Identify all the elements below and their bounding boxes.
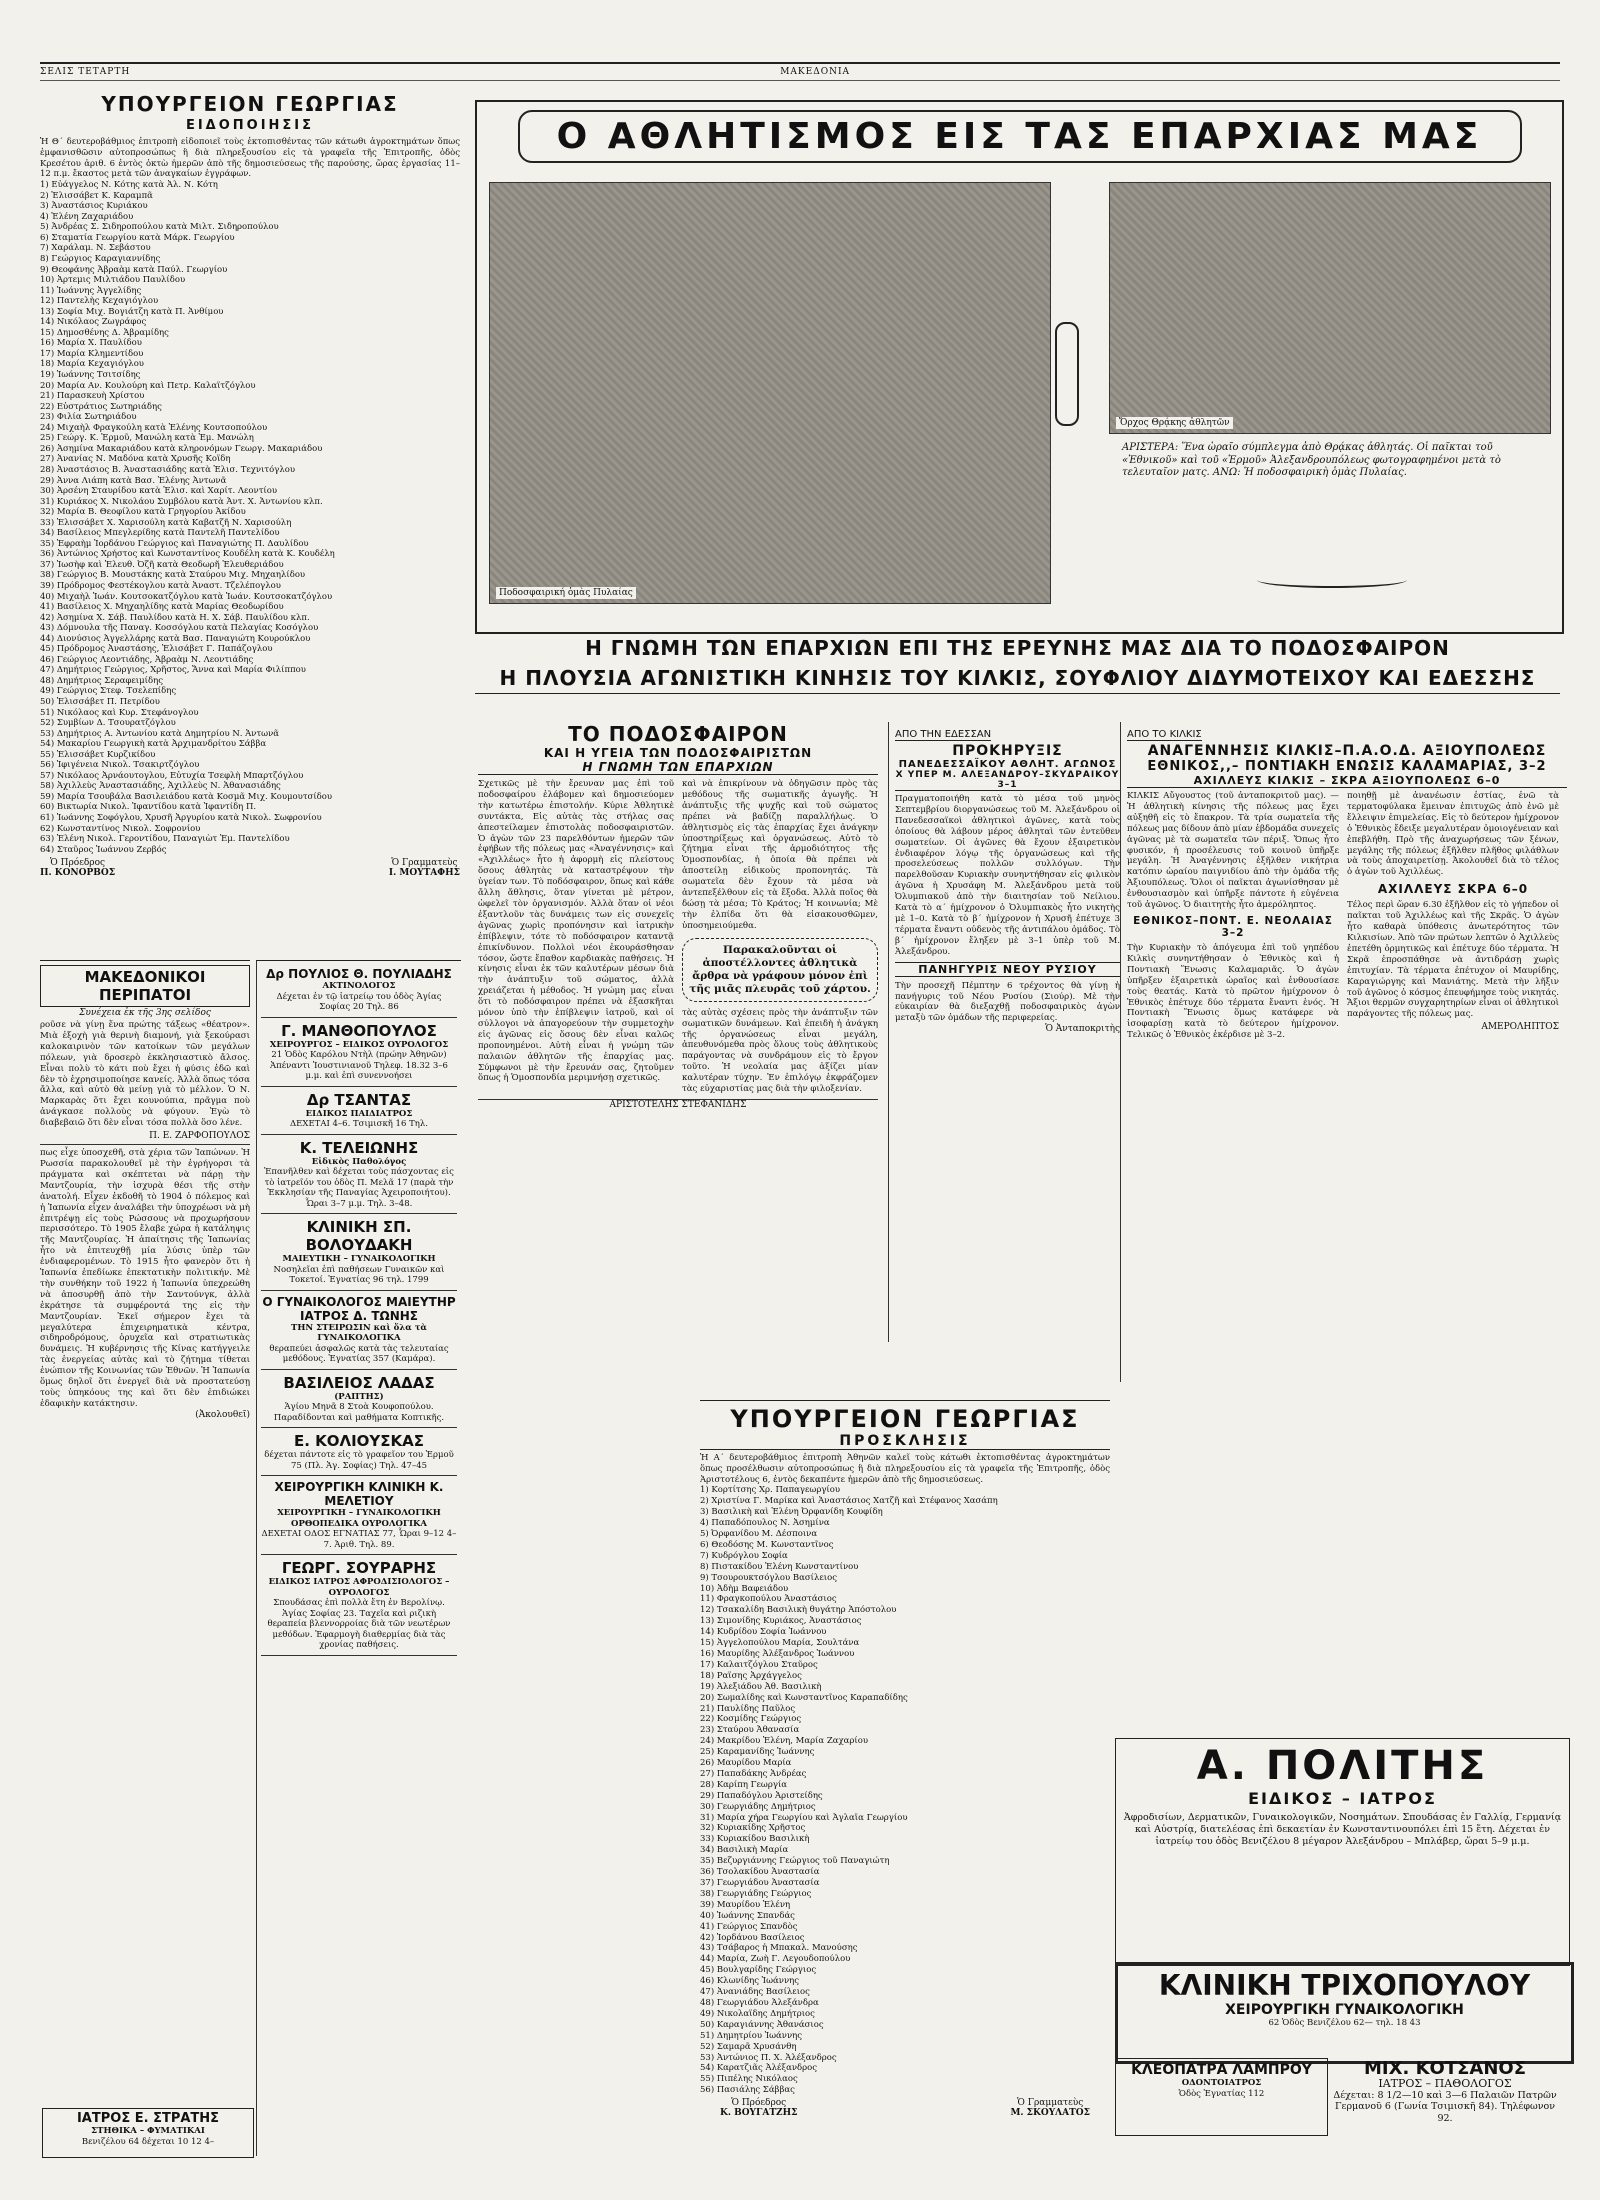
article-subtitle: ΚΑΙ Η ΥΓΕΙΑ ΤΩΝ ΠΟΔΟΣΦΑΙΡΙΣΤΩΝ [543,746,813,760]
notice-entry: 17) Καλαιτζόγλου Σταῦρος [700,1659,818,1670]
notice-entry: 46) Κλωνίδης Ἰωάννης [700,1976,799,1987]
notice-entry: 26) Ἀσημίνα Μακαριάδου κατὰ κληρονόμων Γεωργ. Μακαριάδου [40,443,323,454]
notice-entry: 35) Ἐφραὴμ Ἰορδάνου Γεώργιος καὶ Παναγιώτης Π. Δαυλίδου [40,538,309,549]
notice-entry: 59) Μαρία Τσουβάλα Βασιλειάδου κατὰ Κοσμᾶ Μιχ. Κουμουτσίδου [40,791,333,802]
ad-text: ΔΕΧΕΤΑΙ ΟΔΟΣ ΕΓΝΑΤΙΑΣ 77, Ὧραι 9–12 4–7. Ἀριθ. Τηλ. 89. [261,1529,457,1550]
ad-text: Σπουδάσας ἐπὶ πολλὰ ἔτη ἐν Βερολίνῳ. Ἁγίας Σοφίας 23. Ταχεῖα καὶ ριζικὴ θεραπεία βλεννορροίας διὰ τῶν νεωτέρων μεθόδων. Ἐφαρμογὴ διαθερμίας διὰ τὰς χρονίας παθήσεις. [267,1598,451,1650]
bottom-ministry-notice [700,1400,1110,2181]
notice-entry: 19) Ἰωάννης Τσιτσίδης [40,370,141,381]
kilkis-text3: Τέλος περὶ ὥραν 6.30 ἐξῆλθον εἰς τὸ γήπεδον οἱ παῖκται τοῦ Ἀχιλλέως καὶ τῆς Σκρᾶς. Ὁ ἀγὼν ἦτο καθαρὰ ὑπόθεσις ἀνωτερότητος τῶν Κιλκισίων. Ἀπὸ τῶν πρώτων λεπτῶν ὁ Ἀχιλλεὺς ἐπετέθη ὁρμητικῶς καὶ ἐπέτυχε δύο τέρματα. Ἡ Σκρᾶ ἐπροσπάθησε νὰ ἀντιδράσῃ χωρὶς ἐπιτυχίαν. Τὰ τέρματα ἐπέτυχον οἱ Μαυρίδης, Καραγιώργης καὶ Μανιάτης. Μετὰ τὴν λῆξιν τοῦ ἀγῶνος ὁ κόσμος ἐπευφήμησε τοὺς νικητάς. Ἄξιοι θερμῶν συγχαρητηρίων εἶναι οἱ ἀθλητικοὶ παράγοντες τῆς πόλεως μας. [1347,900,1559,1020]
sign-name: Π. ΚΟΝΟΡΒΟΣ [40,868,116,879]
notice-entry: 48) Γεωργιάδου Ἀλεξάνδρα [700,1997,819,2008]
notice-entry: 7) Κυδρόγλου Σοφία [700,1550,788,1561]
notice-entries [700,1485,1110,2096]
notice-entry: 2) Ἐλισσάβετ Κ. Καραμπᾶ [40,190,153,201]
notice-entry: 19) Ἀλεξιάδου Ἀθ. Βασιλικὴ [700,1681,822,1692]
notice-entry: 50) Ἐλισσάβετ Π. Πετρίδου [40,696,160,707]
sports-photo-panel [475,100,1564,634]
article-football-health [478,722,878,1452]
notice-entry: 5) Ἀνδρέας Σ. Σιδηροπούλου κατὰ Μιλτ. Σιδηροπούλου [40,222,279,233]
notice-subtitle: ΕΙΔΟΠΟΙΗΣΙΣ [185,118,315,133]
notice-entry: 32) Μαρία Β. Θεοφίλου κατὰ Γρηγορίου Ἀκίδου [40,507,246,518]
notice-entry: 5) Ὀρφανίδου Μ. Δέσποινα [700,1529,818,1540]
edessa-signature: Ὁ Ἀνταποκριτὴς [1045,1024,1120,1035]
ad-text: Βενιζέλου 64 δέχεται 10 12 4– [81,2136,215,2147]
notice-entry: 15) Δημοσθένης Δ. Ἀβραμίδης [40,327,169,338]
ad-text: Ἐπανῆλθεν καὶ δέχεται τοὺς πάσχοντας εἰς τὸ ἰατρεῖόν του ὁδὸς Π. Μελᾶ 17 (παρὰ τὴν Ἐκκλησίαν τῆς Παναγίας Ἀχειροποιήτου). Ὧραι 3–7 μ.μ. Τηλ. 3–48. [264,1167,454,1209]
notice-entry: 7) Χαράλαμ. Ν. Σεβάστου [40,243,151,254]
ad-title: Κ. ΤΕΛΕΙΩΝΗΣ [299,1138,419,1157]
notice-entry: 45) Πρόδρομος Ἀναστάσης, Ἐλισάβετ Γ. Παπάζογλου [40,644,273,655]
notice-entry: 43) Τσάβαρος ἡ Μπακαλ. Μανούσης [700,1943,858,1954]
notice-entry: 56) Ἰφιγένεια Νικολ. Τσακιρτζόγλου [40,760,200,771]
serial-para2: πως εἶχε ὑποσχεθῆ, στὰ χέρια τῶν Ἰαπώνων. Ἡ Ρωσσία παρακολουθεῖ μὲ τὴν ἐγρήγορσι τὰ πράγματα καὶ σκέπτεται νὰ πάρῃ τὴν Μαντζουρία, τὴν ἰσχυρὰ θέσι τῆς στὴν ἀνατολή. Εἶχεν ἐκδοθῆ τὸ 1904 ὁ πόλεμος καὶ ἡ Ἰαπωνία εἶχεν ἀναλάβει τὴν ὑποχρέωσι νὰ μὴ ἐπιτρέψῃ εἰς τοὺς Ρώσσους νὰ προχωρήσουν περισσότερο. Τὸ 1905 ἔλαβε χώρα ἡ κατάληψις τῆς Μαντζουρίας. Ἡ ἀπαίτησις τῆς Ἰαπωνίας ἦτο νὰ ἐπιτευχθῇ μία λύσις ὑπὲρ τῶν ἐνδιαφερομένων. Τὸ 1915 ἦτο φανερὸν ὅτι ἡ Ἰαπωνία ἐπεδίωκε ἐπεκτατικὴν πολιτικήν. Μὲ τὴν συνθήκην τοῦ 1922 ἡ Ἰαπωνία ὑπεχρεώθη νὰ ἀποσυρθῇ ἀπὸ τὴν Σαντούνγκ, ἀλλὰ ἐκράτησε τὰ συμφέροντά της εἰς τὴν Μαντζουρίαν. Ἐκεῖ σήμερον ἔχει τὰ μεγαλύτερα ἐπιχειρηματικὰ κέντρα, σιδηροδρόμους, ὀρυχεῖα καὶ στρατιωτικὰς δυνάμεις. Ἡ κυβέρνησις τῆς Κίνας κατήγγειλε τὰς ἐνεργείας αὐτὰς καὶ τὸ ζήτημα τίθεται ἐνώπιον τῆς Κοινωνίας τῶν Ἐθνῶν. Ἡ Ἰαπωνία ὅμως δηλοῖ ὅτι ἐνεργεῖ διὰ νὰ προστατεύσῃ τοὺς ὑπηκόους της καὶ ὅτι δὲν ἐπιδιώκει ἐδαφικὴν κατάκτησιν. [40,1148,250,1409]
ad-sub: ΣΤΗΘΙΚΑ – ΦΥΜΑΤΙΚΑΙ [91,2126,205,2136]
ad-sub: ΧΕΙΡΟΥΡΓΙΚΗ – ΓΥΝΑΙΚΟΛΟΓΙΚΗ ΟΡΘΟΠΕΔΙΚΑ ΟΥΡΟΛΟΓΙΚΑ [277,1508,441,1529]
edessa-text2: Τὴν προσεχῆ Πέμπτην 6 τρέχοντος θὰ γίνῃ ἡ πανήγυρις τοῦ Νέου Ρυσίου (Σιούρ). Μὲ τὴν εὐκαιρίαν θὰ διεξαχθῇ ποδοσφαιρικὸς ἀγὼν μεταξὺ τῶν ὁμάδων τῆς περιφερείας. [895,980,1120,1024]
notice-entry: 63) Ἑλένη Νικολ. Γεροντίδου, Παναγιὼτ Ἐμ. Παντελίδου [40,834,290,845]
ad-title: ΒΑΣΙΛΕΙΟΣ ΛΑΔΑΣ [283,1373,435,1392]
ad-box [261,1370,457,1429]
notice-entry: 26) Μαυρίδου Μαρία [700,1758,792,1769]
article-col1: Σχετικῶς μὲ τὴν ἔρευναν μας ἐπὶ τοῦ ποδοσφαίρου ἐλάβομεν καὶ δημοσιεύομεν τὴν κατωτέρω ἐπιστολήν. Κύριε Ἀθλητικὲ συντάκτα, Εἰς αὐτὰς τὰς στήλας σας ἀπεστείλαμεν ἐπιστολὰς ποδοσφαιριστῶν. Ὁ ἀγὼν τῶν 23 παρελθόντων ἡμερῶν τῶν ἐφήβων τῆς πόλεως μας «Ἀναγέννησις» καὶ «Ἀχιλλέως» ἦτο ἡ ἀφορμὴ εἰς πλείστους ὅσους ἀθλητὰς νὰ καταστρέψουν τὴν ὑγείαν των. Τὸ ποδόσφαιρον, ὅπως καὶ κάθε ἄλλη ἄθλησις, ὅταν γίνεται μὲ μέτρον, ὠφελεῖ τὸν ὀργανισμόν. Ἀλλὰ ὅταν οἱ νέοι ἐξαντλοῦν τὰς δυνάμεις των εἰς συνεχεῖς ἀγῶνας χωρὶς προπόνησιν καὶ ἰατρικὴν ἐπίβλεψιν, τότε τὸ ποδόσφαιρον καταντᾷ ἐπικίνδυνον. Πολλοὶ νέοι ἐκουράσθησαν τόσον, ὥστε ἔπαθον καρδιακὰς παθήσεις. Ἡ κίνησις εἶναι ἐκ τῶν καλυτέρων μέσων διὰ τὴν ἀνάπτυξιν τοῦ σώματος, ἀλλὰ χρειάζεται ἡ μέθοδος. Ἡ γνώμη μας εἶναι ὅτι τὸ ποδόσφαιρον πρέπει νὰ ἐξασκῆται μόνον ὑπὸ τὴν ἐπίβλεψιν ἰατροῦ, καὶ οἱ σύλλογοι νὰ ἀπαγορεύουν τὴν συμμετοχὴν εἰς ἀγῶνας εἰς ὅσους δὲν εἶναι καλῶς προπονημένοι. Αὐτὴ εἶναι ἡ γνώμη τῶν παλαιῶν ἀθλητῶν τῆς ἐπαρχίας μας. Σύμφωνοι μὲ τὴν ἔρευνάν σας, ζητοῦμεν ὅπως ἡ Ὁμοσπονδία μεριμνήσῃ σχετικῶς. [478,779,674,1084]
notice-entry: 54) Καρατζιᾶς Ἀλέξανδρος [700,2063,818,2074]
ad-title: ΚΛΕΟΠΑΤΡΑ ΛΑΜΠΡΟΥ [1131,2062,1312,2078]
notice-entry: 37) Ἰωσὴφ καὶ Ἐλευθ. Ὀζῆ κατὰ Θεοδωρῆ Ἐλευθεριάδου [40,559,284,570]
ad-sub: ΜΑΙΕΥΤΙΚΗ – ΓΥΝΑΙΚΟΛΟΓΙΚΗ [282,1254,436,1264]
notice-entry: 62) Κωνσταντίνος Νικολ. Σοφρονίου [40,823,201,834]
notice-entry: 49) Νικολαΐδης Δημήτριος [700,2008,815,2019]
notice-subtitle: ΠΡΟΣΚΛΗΣΙΣ [700,1433,1110,1450]
edessa-title: ΠΡΟΚΗΡΥΞΙΣ [952,743,1063,759]
notice-entry: 40) Μιχαὴλ Ἰωάν. Κουτσοκατζόγλου κατὰ Ἰωάν. Κουτσοκατζόγλου [40,591,333,602]
paper-name: ΜΑΚΕΔΟΝΙΑ [780,67,851,77]
notice-entry: 23) Φιλία Σωτηριάδου [40,412,137,423]
article-title: ΤΟ ΠΟΔΟΣΦΑΙΡΟΝ [568,722,788,746]
notice-entry: 60) Βικτωρία Νικολ. Ἰφαντίδου κατὰ Ἰφαντίδη Π. [40,802,257,813]
notice-entry: 35) Βεζυργιάννης Γεώργιος τοῦ Παναγιώτη [700,1856,890,1867]
serial-continued: Συνέχεια ἐκ τῆς 3ης σελίδος [79,1008,211,1018]
notice-entry: 36) Ἀντώνιος Χρήστος καὶ Κωνσταντίνος Κουδέλη κατὰ Κ. Κουδέλη [40,549,335,560]
notice-intro: Ἡ Α΄ δευτεροβάθμιος ἐπιτροπὴ Ἀθηνῶν καλεῖ τοὺς κάτωθι ἐκτοπισθέντας ἀγροκτημάτων ὅπως προσέλθωσιν αὐτοπροσώπως ἢ διὰ πληρεξουσίου εἰς τὰ γραφεῖα τῆς Ἐπιτροπῆς, ὁδὸς Ἀριστοτέλους 6, ἐντὸς δεκαπέντε ἡμερῶν ἀπὸ τῆς δημοσιεύσεως. [700,1453,1110,1485]
ad-stratis [42,2108,254,2158]
notice-entry: 52) Σαμαρᾶ Χρυσάνθη [700,2041,797,2052]
notice-entry: 14) Νικόλαος Ζωγράφος [40,317,147,328]
notice-entry: 51) Δημητρίου Ἰωάννης [700,2030,802,2041]
ad-text: Ὁδὸς Ἐγνατίας 112 [1178,2088,1265,2099]
kilkis-signature: ΑΜΕΡΟΛΗΠΤΟΣ [1481,1022,1559,1033]
notice-entry: 38) Γεώργιος Β. Μουστάκης κατὰ Σταύρου Μιχ. Μηχαηλίδου [40,570,306,581]
notice-entry: 1) Εὐάγγελος Ν. Κότης κατὰ Ἀλ. Ν. Κότη [40,180,218,191]
notice-entry: 18) Μαρία Κεχαγιόγλου [40,359,144,370]
notice-entry: 16) Μαυρίδης Ἀλέξανδρος Ἰωάννου [700,1648,855,1659]
notice-entry: 2) Χριστίνα Γ. Μαρίκα καὶ Ἀναστάσιος Χατζῆ καὶ Στέφανος Χασάπη [700,1496,998,1507]
notice-entry: 4) Ἑλένη Ζαχαριάδου [40,211,134,222]
notice-entry: 45) Βουλγαρίδης Γεώργιος [700,1965,817,1976]
article-subtitle2: Η ΓΝΩΜΗ ΤΩΝ ΕΠΑΡΧΙΩΝ [478,760,878,775]
ad-box [261,1087,457,1135]
notice-entry: 9) Θεοφάνης Ἀβραὰμ κατὰ Παύλ. Γεωργίου [40,264,228,275]
serial-continue-note: (Ἀκολουθεῖ) [195,1409,250,1420]
notice-entry: 21) Παρασκευὴ Χρίστου [40,391,145,402]
ad-text: Δέχεται ἐν τῷ ἰατρείῳ του ὁδὸς Ἁγίας Σοφίας 20 Τηλ. 86 [276,991,442,1012]
sign-name: Κ. ΒΟΥΓΑΤΖΗΣ [720,2108,798,2119]
notice-entry: 50) Καραγιάννης Ἀθανάσιος [700,2019,824,2030]
photo-football-team [489,182,1051,604]
notice-entry: 64) Σταῦρος Ἰωάννου Ζερβός [40,844,167,855]
ad-trichopoulou-clinic [1115,1962,1574,2064]
ad-text: 21 Ὁδὸς Καρόλου Ντὴλ (πρώην Ἀθηνῶν) Ἀπέναντι Ἰουστινιανοῦ Τηλεφ. 18.32 3–6 μ.μ. καὶ ἐπὶ συνεννοήσει [270,1050,448,1081]
kilkis-section2: ΕΘΝΙΚΟΣ–ΠΟΝΤ. Ε. ΝΕΟΛΑΙΑΣ 3–2 [1133,914,1333,939]
notice-entry: 15) Ἀγγελοπούλου Μαρία, Σουλτάνα [700,1638,860,1649]
article-edessa [888,722,1120,1342]
notice-entry: 41) Γεώργιος Σπανδὸς [700,1921,798,1932]
notice-entry: 42) Ἀσημίνα Χ. Σάβ. Παυλίδου κατὰ Η. Χ. Σάβ. Παυλίδου κλπ. [40,612,310,623]
notice-entry: 41) Βασίλειος Χ. Μηχαηλίδης κατὰ Μαρίας Θεοδωρίδου [40,602,284,613]
notice-entry: 54) Μακαρίου Γεωργικὴ κατὰ Ἀρχιμανδρίτου Σάββα [40,739,267,750]
notice-entry: 11) Ἰωάννης Ἀγγελίδης [40,285,142,296]
notice-entry: 1) Κορτίτσης Χρ. Παπαγεωργίου [700,1485,841,1496]
sports-banner: Ο ΑΘΛΗΤΙΣΜΟΣ ΕΙΣ ΤΑΣ ΕΠΑΡΧΙΑΣ ΜΑΣ [518,110,1522,163]
article-kilkis [1120,722,1567,1382]
sign-role: Ὁ Γραμματεὺς [391,858,458,869]
notice-entry: 38) Γεωργιάδης Γεώργιος [700,1888,812,1899]
notice-entry: 24) Μακρίδου Ἑλένη, Μαρία Ζαχαρίου [700,1736,868,1747]
kilkis-title: ΑΝΑΓΕΝΝΗΣΙΣ ΚΙΛΚΙΣ–Π.Α.Ο.Δ. ΑΞΙΟΥΠΟΛΕΩΣ [1147,743,1547,759]
notice-entry: 33) Κυριακίδου Βασιλικὴ [700,1834,810,1845]
notice-entry: 31) Μαρία χήρα Γεωργίου καὶ Ἀγλαΐα Γεωργίου [700,1812,908,1823]
notice-entry: 23) Σταύρου Ἀθανασία [700,1725,800,1736]
article-col2: καὶ νὰ ἐπικρίνουν νὰ ὁδηγῶσιν πρὸς τὰς μεθόδους τῆς σωματικῆς ἀγωγῆς. Ἡ ἀνάπτυξις τῆς ψυχῆς καὶ τοῦ σώματος πρέπει νὰ βαδίζῃ παραλλήλως. Ὁ ἀθλητισμὸς εἰς τὰς ἐπαρχίας ἔχει ἀνάγκην ὑποστηρίξεως καὶ ὀργανώσεως. Αὐτὸ τὸ ζήτημα εἶναι τῆς ἁρμοδιότητος τῆς Ὁμοσπονδίας, ἡ ὁποία θὰ πρέπει νὰ ἀποστείλῃ εἰδικοὺς προπονητάς. Τὰ σωματεῖα δὲν ἔχουν τὰ μέσα νὰ ἀντεπεξέλθουν εἰς τὰ ἔξοδα. Ἀλλὰ ποῖος θὰ δώσῃ τὰ μέσα; Τὸ Κράτος; Ἡ κοινωνία; Μὲ τὴν ἐλπίδα ὅτι θὰ εἰσακουσθῶμεν, ὑποσημειούμεθα. [682,779,878,931]
notice-entry: 4) Παπαδόπουλος Ν. Ἀσημίνα [700,1518,830,1529]
ad-title: Α. ΠΟΛΙΤΗΣ [1196,1743,1489,1789]
notice-entry: 31) Κυριάκος Χ. Νικολάου Συμβόλου κατὰ Ἀντ. Χ. Ἀντωνίου κλπ. [40,496,323,507]
notice-entry: 25) Καραμανίδης Ἰωάννης [700,1747,815,1758]
ad-sub: ΟΔΟΝΤΟΙΑΤΡΟΣ [1181,2078,1262,2088]
notice-entry: 6) Σταματία Γεωργίου κατὰ Μάρκ. Γεωργίου [40,232,235,243]
kilkis-text: ΚΙΛΚΙΣ Αὔγουστος (τοῦ ἀνταποκριτοῦ μας). — Ἡ ἀθλητικὴ κίνησις τῆς πόλεως μας ἔχει αὐξηθῆ εἰς τὸ ἔπακρον. Τὰ τρία σωματεῖα τῆς πόλεως μας δίδουν ἀπὸ μίαν ἑβδομάδα συνεχεῖς ἀγῶνας μὲ τὰ σωματεῖα τῶν πέριξ. Ὅπως ἦτο φυσικόν, ἡ προσέλευσις τοῦ κοινοῦ ὑπῆρξε μεγάλη. Ἡ Ἀναγέννησις ἐξῆλθεν νικήτρια κατόπιν ὡραίου παιγνιδίου ἀπὸ τὴν ὁμάδα τῆς Ἀξιουπόλεως. Ὅλοι οἱ παῖκται ἀγωνίσθησαν μὲ ἐνθουσιασμὸν καὶ ὑπῆρξε πάντοτε ἡ εὐγένεια τοῦ ἀγῶνος. Ὁ διαιτητὴς ἦτο ἀμερόληπτος. [1127,791,1339,911]
sign-role: Ὁ Πρόεδρος [50,858,106,869]
masthead-strip [40,62,1560,81]
notice-entry: 43) Δόμνουλα τῆς Παναγ. Κοσσόγλου κατὰ Πελαγίας Κοσόγλου [40,623,319,634]
ad-box [261,1476,457,1555]
sign-name: Ι. ΜΟΥΤΑΦΗΣ [388,868,460,879]
notice-entry: 9) Τσουρουκτσόγλου Βασίλειος [700,1572,837,1583]
notice-entry: 8) Γεώργιος Καραγιαννίδης [40,254,161,265]
ad-kotsanos [1330,2058,1560,2148]
photo-athletes-group [1109,182,1551,434]
notice-entry: 10) Ἀρτεμις Μιλτιάδου Παυλίδου [40,275,186,286]
notice-entry: 47) Δημήτριος Γεώργιος, Χρῆστος, Ἄννα καὶ Μαρία Φιλίππου [40,665,306,676]
photo-caption: ΑΡΙΣΤΕΡΑ: Ἕνα ὡραῖο σύμπλεγμα ἀπὸ Θρᾴκας ἀθλητάς. Οἱ παῖκται τοῦ «Ἐθνικοῦ» καὶ τοῦ «Ἑρμοῦ» Ἀλεξανδρουπόλεως φωτογραφημένοι μετὰ τὸ τελευταῖον ματς. ΑΝΩ: Ἡ ποδοσφαιρικὴ ὁμὰς Πυλαίας. [1122,442,1501,478]
notice-intro: Ἡ Θ΄ δευτεροβάθμιος ἐπιτροπὴ εἰδοποιεῖ τοὺς ἐκτοπισθέντας τῶν κάτωθι ἀγροκτημάτων ὅπως ἐμφανισθῶσιν αὐτοπροσώπως ἢ διὰ πληρεξουσίου εἰς τὰ γραφεῖα τῆς Ἐπιτροπῆς, ὁδὸς Κρεσέτου ἀριθ. 6 ἐντὸς ὀκτὼ ἡμερῶν ἀπὸ τῆς δημοσιεύσεως τῆς παρούσης, ὥρας ἐργασίας 11–12 π.μ. ἔκαστος μετὰ τῶν ἀναγκαίων ἐγγράφων. [40,137,460,180]
notice-entry: 16) Μαρία Χ. Παυλίδου [40,338,142,349]
ad-text: ΔΕΧΕΤΑΙ 4–6. Τσιμισκῆ 16 Τηλ. [290,1119,428,1129]
notice-entry: 56) Πασιάλης Σάββας [700,2085,795,2096]
ad-text: δέχεται πάντοτε εἰς τὸ γραφεῖον του Ἑρμοῦ 75 (Πλ. Ἁγ. Σοφίας) Τηλ. 47–45 [264,1450,454,1471]
notice-entry: 58) Ἀχιλλεὺς Ἀναστασιάδης, Ἀχιλλεὺς Ν. Ἀθανασιάδης [40,781,281,792]
notice-entry: 3) Ἀναστάσιος Κυριάκου [40,201,148,212]
notice-entry: 39) Πρόδρομος Φεστέκογλου κατὰ Ἀναστ. Τζελέπογλου [40,580,281,591]
sign-role: Ὁ Πρόεδρος [731,2098,787,2109]
ad-sub: ΕΙΔΙΚΟΣ ΠΑΙΔΙΑΤΡΟΣ [305,1108,413,1119]
ad-sub: Εἰδικὸς Παθολόγος [311,1156,407,1167]
ornament [1055,322,1079,426]
notice-entry: 32) Κυριακίδης Χρῆστος [700,1823,806,1834]
edessa-text: Πραγματοποιήθη κατὰ τὸ μέσα τοῦ μηνὸς Σεπτεμβρίου διοργανώσεως τοῦ Μ. Ἀλεξάνδρου οἱ Πανεδεσσαϊκοὶ ἀθλητικοὶ ἀγῶνες, κατὰ τοὺς ὁποίους θὰ λάβουν μέρος ἀθληταὶ τῶν ἐντεῦθεν σωματείων. Οἱ ἀγῶνες θὰ ἔχουν ἐξαιρετικὸν ἐνδιαφέρον λόγῳ τῆς ὀργανώσεως καὶ τῆς προσελεύσεως πολλῶν συλλόγων. Τὴν παρελθοῦσαν Κυριακὴν συνηντήθησαν εἰς φιλικὸν ἀγῶνα ἡ Χρυσάφη Μ. Ἀλεξάνδρου μετὰ τοῦ Ὀλυμπιακοῦ ἀπὸ τὴν διαιτησίαν τοῦ Νείλιου. Κατὰ τὸ α΄ ἡμίχρονον ὁ Ὀλυμπιακὸς ἦτο νικητὴς μὲ 1–0. Κατὰ τὸ β΄ ἡμίχρονον ἡ Χρυσῆ ἐπέτυχε 3 τέρματα ἔναντι οὐδενὸς τῆς ἀντιπάλου ὁμάδος. Τὸ β΄ ἡμίχρονον ἔληξεν μὲ 3–1 ὑπὲρ τοῦ Μ. Ἀλεξάνδρου. [895,794,1120,957]
notice-title: ΥΠΟΥΡΓΕΙΟΝ ΓΕΩΡΓΙΑΣ [101,92,399,116]
notice-entry: 20) Μαρία Αν. Κουλούρη καὶ Πετρ. Καλαϊτζόγλου [40,380,256,391]
notice-entry: 25) Γεώργ. Κ. Ἐρμοῦ, Μανώλη κατὰ Ἐμ. Μανώλη [40,433,254,444]
notice-entry: 49) Γεώργιος Στεφ. Τσελεπίδης [40,686,177,697]
ad-title: Ε. ΚΟΛΙΟΥΣΚΑΣ [293,1432,425,1450]
notice-entry: 30) Ἀρσένη Σταυρίδου κατὰ Ἐλισ. καὶ Χαρίτ. Λεοντίου [40,486,278,497]
article-signature: ΑΡΙΣΤΟΤΕΛΗΣ ΣΤΕΦΑΝΙΔΗΣ [478,1099,878,1110]
notice-entry: 22) Εὐστράτιος Σωτηριάδης [40,401,162,412]
notice-entry: 6) Θεοδόσης Μ. Κωνσταντῖνος [700,1539,834,1550]
notice-title: ΥΠΟΥΡΓΕΙΟΝ ΓΕΩΡΓΙΑΣ [730,1405,1080,1433]
notice-entry: 29) Ἀννα Λιάπη κατὰ Βασ. Ἐλένης Ἀντωνᾶ [40,475,227,486]
ad-title: Γ. ΜΑΝΘΟΠΟΥΛΟΣ [281,1021,437,1040]
ad-box [261,1555,457,1656]
photo-label: Ποδοσφαιρική ὁμὰς Πυλαίας [496,587,636,599]
notice-entry: 39) Μαυρίδου Ἑλένη [700,1899,791,1910]
ad-box [261,1018,457,1087]
notice-entry: 55) Πιπέλης Νικόλαος [700,2074,798,2085]
kilkis-subtitle2: ΑΧΙΛΛΕΥΣ ΚΙΛΚΙΣ – ΣΚΡΑ ΑΞΙΟΥΠΟΛΕΩΣ 6–0 [1127,774,1567,788]
notice-entry: 20) Σωμαλίδης καὶ Κωνσταντῖνος Καραπαδίδης [700,1692,908,1703]
notice-entry: 14) Κυδρίδου Σοφία Ἰωάννου [700,1627,827,1638]
notice-entries [40,180,460,855]
notice-entry: 18) Ραΐσης Ἀρχάγγελος [700,1670,802,1681]
notice-entry: 27) Ἀνανίας Ν. Μαδόνα κατὰ Χρυσῆς Κοΐδη [40,454,231,465]
ad-title: ΧΕΙΡΟΥΡΓΙΚΗ ΚΛΙΝΙΚΗ Κ. ΜΕΛΕΤΙΟΥ [274,1480,444,1508]
ad-title: ΚΛΙΝΙΚΗ ΤΡΙΧΟΠΟΥΛΟΥ [1158,1969,1531,2002]
notice-entry: 34) Βασιλικὴ Μαρία [700,1845,789,1856]
notice-entry: 47) Ἀνανιάδης Βασίλειος [700,1987,810,1998]
ad-text: θεραπεύει ἀσφαλῶς κατὰ τὰς τελευταίας μεθόδους. Ἐγνατίας 357 (Καμάρα). [269,1343,449,1364]
serial-title: ΜΑΚΕΔΟΝΙΚΟΙ ΠΕΡΙΠΑΤΟΙ [40,965,250,1007]
notice-entry: 53) Δημήτριος Α. Ἀντωνίου κατὰ Δημητρίου Ν. Ἀντωνᾶ [40,728,280,739]
section-tag: ΑΠΟ ΤΟ ΚΙΛΚΙΣ [1127,729,1202,740]
notice-entry: 36) Τσολακίδου Ἀναστασία [700,1867,820,1878]
kilkis-subtitle: ΕΘΝΙΚΟΣ,,– ΠΟΝΤΙΑΚΗ ΕΝΩΣΙΣ ΚΑΛΑΜΑΡΙΑΣ, 3–2 [1147,759,1547,774]
ad-sub: ΤΗΝ ΣΤΕΙΡΩΣΙΝ καὶ ὅλα τὰ ΓΥΝΑΙΚΟΛΟΓΙΚΑ [291,1322,427,1343]
notice-entry: 34) Βασίλειος Μπεγλερίδης κατὰ Παντελῆ Παντελίδου [40,528,280,539]
notice-entry: 27) Παπαδάκης Ἀνδρέας [700,1768,807,1779]
serial-signature: Π. Ε. ΖΑΡΦΟΠΟΥΛΟΣ [149,1131,250,1142]
notice-entry: 51) Νικόλαος καὶ Κυρ. Στεφάνογλου [40,707,199,718]
ad-box [261,963,457,1018]
ad-box [261,1428,457,1476]
ad-text: Ἀφροδισίων, Δερματικῶν, Γυναικολογικῶν, Νοσημάτων. Σπουδάσας ἐν Γαλλίᾳ, Γερμανίᾳ καὶ Αὐστρίᾳ, διατελέσας ἐπὶ δεκαετίαν ἐν Κωνσταντινουπόλει ἐπὶ 15 ἔτη. Δέχεται ἐν ἰατρείῳ του ὁδὸς Βενιζέλου 8 μέγαρον Ἀλεξάνδρου – Μπλάβερ, ὥραι 5–9 μ.μ. [1123,1812,1562,1847]
notice-entry: 57) Νικόλαος Ἀρνάουτογλου, Εὐτυχία Τσεφλὴ Μπαρτζόγλου [40,770,304,781]
ad-sub: ΕΙΔΙΚΟΣ ΙΑΤΡΟΣ ΑΦΡΟΔΙΣΙΟΛΟΓΟΣ – ΟΥΡΟΛΟΓΟΣ [268,1577,450,1598]
ad-title: Δρ ΠΟΥΛΙΟΣ Θ. ΠΟΥΛΙΑΔΗΣ [266,967,452,981]
notice-entry: 42) Ἰορδάνου Βασίλειος [700,1932,805,1943]
ad-box [261,1214,457,1291]
ad-text: 62 Ὁδὸς Βενιζέλου 62— τηλ. 18 43 [1268,2018,1421,2028]
page-label: ΣΕΛΙΣ ΤΕΤΑΡΤΗ [40,67,131,77]
headline-opinion: Η ΓΝΩΜΗ ΤΩΝ ΕΠΑΡΧΙΩΝ ΕΠΙ ΤΗΣ ΕΡΕΥΝΗΣ ΜΑΣ ΔΙΑ ΤΟ ΠΟΔΟΣΦΑΙΡΟΝ [585,636,1450,660]
ad-sub: ΧΕΙΡΟΥΡΓΟΣ – ΕΙΔΙΚΟΣ ΟΥΡΟΛΟΓΟΣ [269,1039,449,1050]
notice-entry: 46) Γεώργιος Λεοντιάδης, Ἀβραὰμ Ν. Λεοντιάδης [40,654,254,665]
notice-entry: 44) Διονύσιος Ἀγγελλάρης κατὰ Βασ. Παναγιώτη Κουρούκλου [40,633,311,644]
ad-title: Δρ ΤΣΑΝΤΑΣ [306,1090,412,1109]
headline-kilkis: Η ΠΛΟΥΣΙΑ ΑΓΩΝΙΣΤΙΚΗ ΚΙΝΗΣΙΣ ΤΟΥ ΚΙΛΚΙΣ, ΣΟΥΦΛΙΟΥ ΔΙΔΥΜΟΤΕΙΧΟΥ ΚΑΙ ΕΔΕΣΣΗΣ [475,666,1560,694]
notice-entry: 22) Κοσμίδης Γεώργιος [700,1714,802,1725]
ad-sub: ΑΚΤΙΝΟΛΟΓΟΣ [322,981,396,991]
notice-entry: 17) Μαρία Κλημεντίδου [40,348,144,359]
article-col2b: τὰς αὐτὰς σχέσεις πρὸς τὴν ἀνάπτυξιν τῶν σωματικῶν δυνάμεων. Καὶ ἐπειδὴ ἡ ἀνάγκη τῆς ὀργανώσεως εἶναι μεγάλη, ἀπευθυνόμεθα πρὸς ὅλους τοὺς ἀθλητικοὺς παράγοντας νὰ συνδράμουν εἰς τὸ ἔργον τοῦτο. Ἡ νεολαία μας ἀξίζει μίαν καλυτέραν τύχην. Ἐν ἐπιλόγῳ ἐκφράζομεν τὰς εὐχαριστίας μας διὰ τὴν φιλοξενίαν. [682,1007,878,1095]
notice-signatures [40,858,460,878]
ad-box [261,1291,457,1370]
kilkis-col2: ποιηθῇ μὲ ἀνανέωσιν ἐστίας, ἐνῶ τὰ τερματοφύλακα ἔμειναν ἐπιτυχῶς ἀπὸ ἐνῶ μὲ ἔλλειψιν ἐπιμελείας. Εἰς τὸ δεύτερον ἡμίχρονον ὁ Ἐθνικὸς ἔδειξε μεγαλυτέραν ὁμοιογένειαν καὶ ἐπεβλήθη. Πρὸ τῆς ἀναχωρήσεως τῶν ξένων, μεγάλης τῆς πόλεως ἐξῆλθεν πλῆθος φιλάθλων νὰ τοὺς ἀποχαιρετίσῃ. Ἀκολουθεῖ διὰ τὸ τέλος ὁ ἀγὼν τοῦ Ἀχιλλέως. [1347,791,1559,878]
notice-entry: 21) Παυλίδης Παῦλος [700,1703,796,1714]
kilkis-text2: Τὴν Κυριακὴν τὸ ἀπόγευμα ἐπὶ τοῦ γηπέδου Κιλκὶς συνηντήθησαν ὁ Ἐθνικὸς καὶ ἡ Ποντιακὴ Ἕνωσις Καλαμαριᾶς. Ὁ ἀγὼν ὑπῆρξεν ἐξαιρετικὰ ὡραῖος καὶ ἐνθουσίασε τοὺς θεατάς. Κατὰ τὸ πρῶτον ἡμίχρονον ὁ Ἐθνικὸς ἐπέτυχε δύο τέρματα ἔναντι ἑνός. Ἡ Ποντιακὴ Ἕνωσις ὅμως κατάφερε νὰ ἰσοφαρίσῃ κατὰ τὸ δεύτερον ἡμίχρονον. Τελικῶς ὁ Ἐθνικὸς ἐκέρδισε μὲ 3–2. [1127,942,1339,1041]
ads-column [256,960,461,2156]
ad-text: Ἁγίου Μηνᾶ 8 Στοὰ Κουφοπούλου. Παραδίδονται καὶ μαθήματα Κοπτικῆς. [273,1402,445,1423]
serial-article [40,960,250,2101]
notice-entry: 61) Ἰωάννης Σοφόγλου, Χρυσῆ Ἀργυρίου κατὰ Νικολ. Σωφρονίου [40,813,322,823]
edessa-section2: ΠΑΝΗΓΥΡΙΣ ΝΕΟΥ ΡΥΣΙΟΥ [895,962,1120,977]
notice-entry: 40) Ἰωάννης Σπανδάς [700,1910,795,1921]
ad-sub: (ΡΑΠΤΗΣ) [334,1391,384,1402]
notice-entry: 3) Βασιλικὴ καὶ Ἐλένη Ὀρφανίδη Κουφίδη [700,1507,883,1518]
notice-entry: 13) Σιμονίδης Κυριάκος, Ἀναστάσιος [700,1616,862,1627]
photo-label: Ὄρχος Θρᾴκης ἀθλητῶν [1116,417,1233,429]
ad-text: Νοσηλεῖαι ἐπὶ παθήσεων Γυναικῶν καὶ Τοκετοί. Ἐγνατίας 96 τηλ. 1799 [273,1264,445,1285]
notice-entry: 28) Ἀναστάσιος Β. Ἀναστασιάδης κατὰ Ἐλισ. Τεχνιτόγλου [40,464,295,475]
ad-title: ΓΕΩΡΓ. ΣΟΥΡΑΡΗΣ [281,1559,437,1577]
ad-sub: ΕΙΔΙΚΟΣ – ΙΑΤΡΟΣ [1248,1789,1437,1808]
notice-entry: 30) Γεωργιάδης Δημήτριος [700,1801,816,1812]
sign-name: Μ. ΣΚΟΥΛΑΤΟΣ [1010,2108,1090,2119]
ad-lambrou [1115,2058,1328,2136]
left-ministry-notice [40,90,460,960]
edessa-score: Χ ΥΠΕΡ Μ. ΑΛΕΞΑΝΔΡΟΥ–ΣΚΥΔΡΑΙΚΟΥ 3–1 [895,770,1120,790]
serial-para1: ροῦσε νὰ γίνῃ ἕνα πρώτης τάξεως «θέατρον». Μιὰ ἐξοχὴ γιὰ θερινὴ διαμονή, γιὰ ξεκούρασι καλοκαιρινὸν τῶν κατοίκων τῶν μεγάλων πόλεων, γιὰ δροσερὸ ἐκκλησιαστικὸ ἄλσος. Εἶναι πολὺ τὸ κάτι ποὺ ἔχει ἡ φύσις ἐδῶ καὶ δὲν τὸ ἐχρησιμοποίησε κανείς. Ἀλλὰ ὅπως τόσα ἄλλα, καὶ αὐτὸ θὰ μείνῃ γιὰ τὸ μέλλον. Ὁ Ν. Μαρκαρὰς ὅτι ἔχει κουνούπια, πρᾶγμα ποὺ ἀνάγκασε πολλοὺς νὰ φύγουν. Ἐγὼ τὸ διαβεβαιῶ ὅτι δὲν εἶναι τόσα πολλὰ ὅσο λένε. [40,1020,250,1129]
ad-text: Δέχεται: 8 1/2—10 καὶ 3—6 Παλαιῶν Πατρῶν Γερμανοῦ 6 (Γωνία Τσιμισκῆ 84). Τηλέφωνον 92. [1333,2089,1557,2124]
edessa-subtitle: ΠΑΝΕΔΕΣΣΑΪΚΟΥ ΑΘΛΗΤ. ΑΓΩΝΟΣ [898,759,1117,770]
ad-sub: ΙΑΤΡΟΣ – ΠΑΘΟΛΟΓΟΣ [1378,2077,1512,2090]
notice-entry: 12) Τσακαλίδη Βασιλικὴ θυγάτηρ Ἀπόστολου [700,1605,897,1616]
notice-entry: 52) Συμβίων Δ. Τσουρατζόγλου [40,718,176,729]
editorial-note-box: Παρακαλοῦνται οἱ ἀποστέλλοντες ἀθλητικὰ ἄρθρα νὰ γράφουν μόνον ἐπὶ τῆς μιᾶς πλευρᾶς τοῦ χάρτου. [682,938,878,1002]
notice-entry: 53) Ἀντώνιος Π. Χ. Ἀλέξανδρος [700,2052,837,2063]
notice-entry: 48) Δημήτριος Σεραφειμίδης [40,675,163,686]
notice-entry: 55) Ἐλισσάβετ Κυρζικίδου [40,749,156,760]
sign-role: Ὁ Γραμματεὺς [1017,2098,1084,2109]
ornament [1257,572,1407,588]
notice-entry: 12) Παντελὴς Κεχαγιόγλου [40,296,159,307]
kilkis-section3: ΑΧΙΛΛΕΥΣ ΣΚΡΑ 6–0 [1377,882,1529,897]
ad-sub: ΧΕΙΡΟΥΡΓΙΚΗ ΓΥΝΑΙΚΟΛΟΓΙΚΗ [1225,2002,1464,2018]
notice-entry: 28) Καρίπη Γεωργία [700,1779,788,1790]
ad-politis [1115,1738,1570,1966]
ad-title: ΙΑΤΡΟΣ Ε. ΣΤΡΑΤΗΣ [76,2111,220,2126]
notice-signatures [700,2098,1110,2118]
ad-title: ΜΙΧ. ΚΟΤΣΑΝΟΣ [1363,2058,1526,2079]
notice-entry: 13) Σοφία Μιχ. Βογιάτζη κατὰ Π. Ἀνθίμου [40,306,224,317]
notice-entry: 24) Μιχαὴλ Φραγκούλη κατὰ Ἑλένης Κουτσοπούλου [40,422,268,433]
notice-entry: 44) Μαρία, Ζωὴ Γ. Λεγουδοπούλου [700,1954,851,1965]
ad-title: ΚΛΙΝΙΚΗ ΣΠ. ΒΟΛΟΥΔΑΚΗ [305,1218,413,1254]
section-tag: ΑΠΟ ΤΗΝ ΕΔΕΣΣΑΝ [895,729,992,740]
notice-entry: 37) Γεωργιάδου Ἀναστασία [700,1878,820,1889]
notice-entry: 10) Ἀδὴμ Βαφειάδου [700,1583,789,1594]
notice-entry: 33) Ἐλισσάβετ Χ. Χαρισούλη κατὰ Καβατζῆ Ν. Χαρισούλη [40,517,292,528]
notice-entry: 11) Φραγκοπούλου Ἀναστάσιος [700,1594,837,1605]
ad-title: Ο ΓΥΝΑΙΚΟΛΟΓΟΣ ΜΑΙΕΥΤΗΡ ΙΑΤΡΟΣ Δ. ΤΩΝΗΣ [262,1294,456,1323]
notice-entry: 29) Παπαδόγλου Ἀριστείδης [700,1790,823,1801]
notice-entry: 8) Πιστακίδου Ἑλένη Κωνσταντίνου [700,1561,859,1572]
ad-box [261,1135,457,1215]
